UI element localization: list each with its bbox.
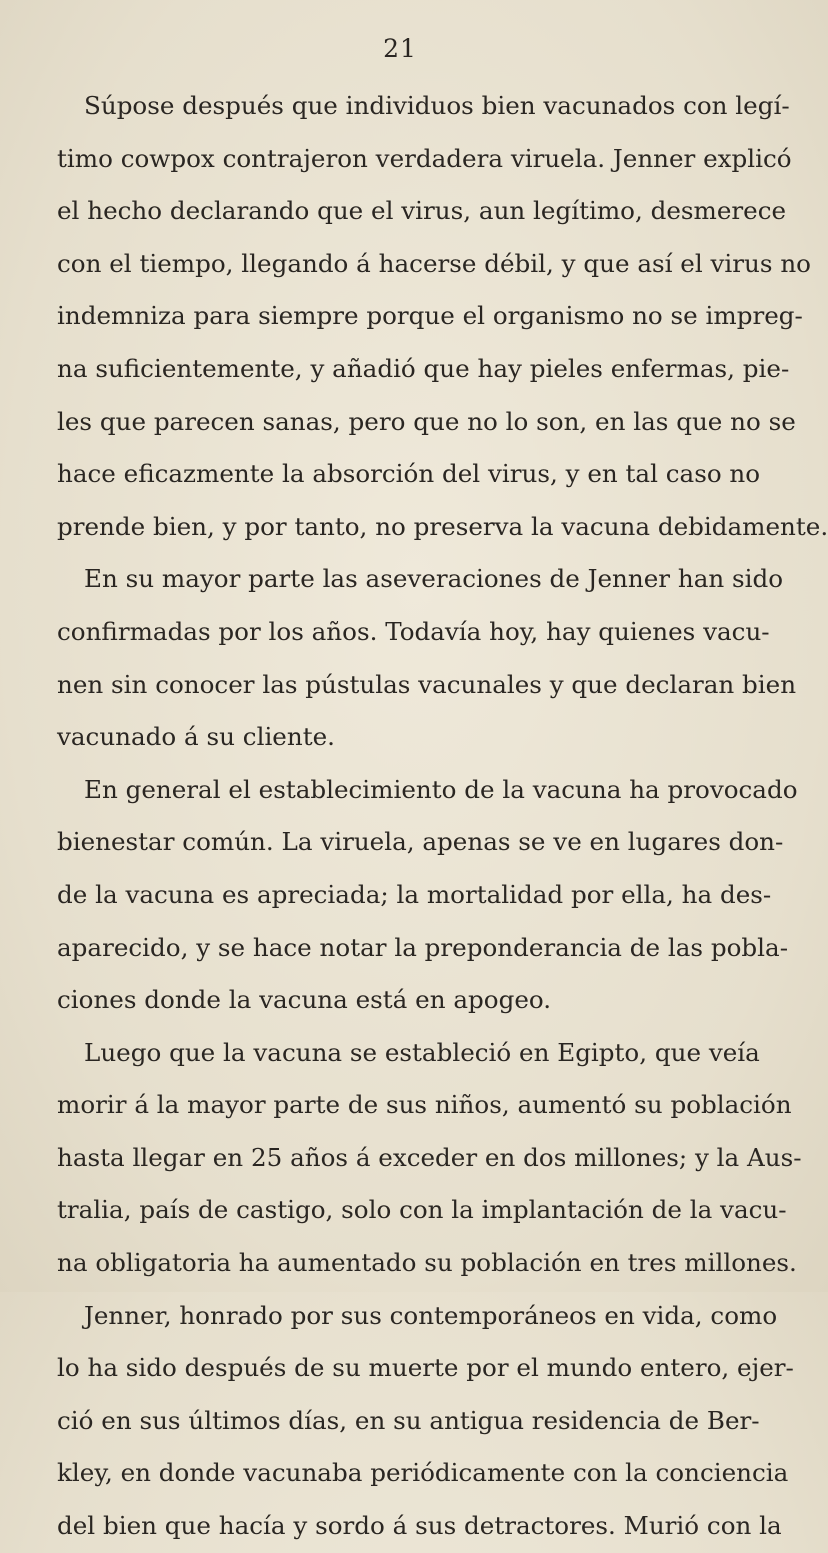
text-line: bienestar común. La viruela, apenas se ve en lugares don- [57,827,784,857]
text-line: timo cowpox contrajeron verdadera viruela. Jenner explicó [57,143,792,173]
text-line: les que parecen sanas, pero que no lo son, en las que no se [57,406,796,436]
text-line: na obligatoria ha aumentado su población en tres millones. [57,1248,797,1278]
text-line: kley, en donde vacunaba periódicamente con la conciencia [57,1458,789,1488]
body-text [57,80,828,1553]
text-line: confirmadas por los años. Todavía hoy, hay quienes vacu- [57,616,770,646]
text-line: indemniza para siempre porque el organismo no se impreg- [57,301,803,331]
text-line: Súpose después que individuos bien vacunados con legí- [84,91,790,120]
text-line: En general el establecimiento de la vacuna ha provocado [84,774,798,804]
text-line: nen sin conocer las pústulas vacunales y que declaran bien [57,669,797,699]
text-line: ciones donde la vacuna está en apogeo. [57,985,552,1015]
text-line: na suficientemente, y añadió que hay pieles enfermas, pie- [57,353,790,383]
text-line: de la vacuna es apreciada; la mortalidad por ella, ha des- [57,879,772,909]
text-line: vacunado á su cliente. [57,722,335,752]
text-line: aparecido, y se hace notar la preponderancia de las pobla- [57,932,789,962]
text-line: lo ha sido después de su muerte por el mundo entero, ejer- [57,1353,794,1383]
text-line: tralia, país de castigo, solo con la implantación de la vacu- [57,1195,787,1225]
text-line: Luego que la vacuna se estableció en Egipto, que veía [84,1037,760,1067]
text-line: hace eficazmente la absorción del virus, y en tal caso no [57,459,761,489]
page-number: 21 [383,34,417,63]
text-line: prende bien, y por tanto, no preserva la vacuna debidamente. [57,511,828,541]
text-line: con el tiempo, llegando á hacerse débil, y que así el virus no [57,248,811,278]
text-line: el hecho declarando que el virus, aun legítimo, desmerece [57,196,787,226]
text-line: hasta llegar en 25 años á exceder en dos millones; y la Aus- [57,1142,802,1172]
text-line: del bien que hacía y sordo á sus detractores. Murió con la [57,1511,782,1541]
text-line: morir á la mayor parte de sus niños, aumentó su población [57,1090,792,1120]
text-line: Jenner, honrado por sus contemporáneos en vida, como [84,1300,778,1330]
text-line: En su mayor parte las aseveraciones de Jenner han sido [84,564,784,594]
text-line: ció en sus últimos días, en su antigua residencia de Ber- [57,1405,760,1435]
